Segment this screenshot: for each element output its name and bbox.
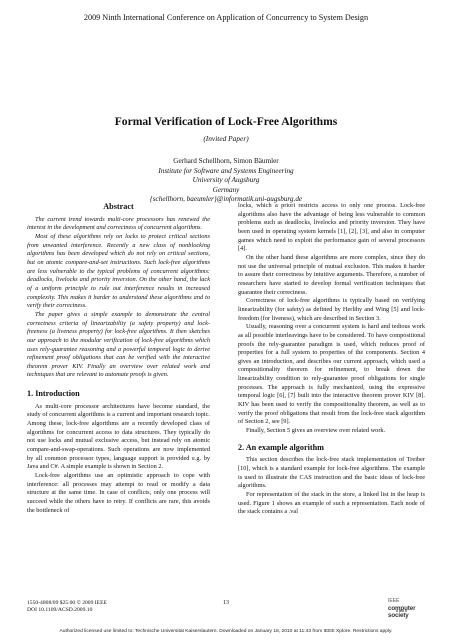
author-block bbox=[0, 157, 452, 205]
abstract-section bbox=[27, 203, 210, 380]
introduction-paragraph: Lock-free algorithms use an optimistic approach to cope with interference: all processes may attempt to read or modify a data structure at the same time. In case of conflicts, only one process will succeed while the others have to retry. If conflicts are rare, this avoids the bottleneck of bbox=[27, 472, 210, 514]
body-paragraph: locks, which a priori restricts access to only one process. Lock-free algorithms also have the advantage of being less vulnerable to common problems such as deadlocks, livelocks and priority inversion. They have been used in operating system kernels [1], [2], [3], and also in computer games which need to exploit the performance gain of several processors [4]. bbox=[238, 202, 425, 253]
abstract-paragraph: Most of these algorithms rely on locks to protect critical sections from unwanted interference. Recently a new class of nonblocking algorithms has been developed which do not rely on critical sections, but on atomic compare-and-set instructions. Such lock-free algorithms are less vulnerable to the typical problems of concurrent algorithms: deadlocks, livelocks and priority inversion. On the other hand, the lack of a uniform principle to rule out interference results in increased complexity. This makes it harder to understand these algorithms and to verify their correctness. bbox=[27, 232, 210, 310]
paper-subtitle: (Invited Paper) bbox=[203, 134, 249, 143]
example-paragraph: For representation of the stack in the store, a linked list in the heap is used. Figure 1 shows an example of such a representation. Each node of the stack contains a .val bbox=[238, 491, 425, 516]
paper-title: Formal Verification of Lock-Free Algorithms bbox=[114, 115, 338, 128]
footer-doi: DOI 10.1109/ACSD.2009.10 bbox=[27, 607, 93, 614]
footer-isbn: 1550-4808/09 $25.00 © 2009 IEEE bbox=[27, 600, 107, 606]
ieee-logo-mark: IEEE bbox=[388, 598, 400, 604]
abstract-paragraph: The paper gives a simple example to demonstrate the central correctness criteria of linearizability (a safety property) and lock-freeness (a liveness property) for lock-free algorithms. It then sketches our approach to the modular verification of lock-free algorithms which uses rely-guarantee reasoning and a powerful temporal logic to derive refinement proof obligations that can be verified with the interactive theorem prover KIV. Finally an overview over related work and techniques that are relevant to automate proofs is given. bbox=[27, 310, 210, 379]
left-column bbox=[27, 203, 210, 515]
authorized-use-notice: Authorized licensed use limited to: Technische Universitat Kaiserslautern. Downloaded on January 18, 2010 at 11:43 from IEEE Xplore. Restrictions apply. bbox=[59, 629, 393, 634]
abstract-paragraph: The current trend towards multi-core processors has renewed the interest in the development and correctness of concurrent algorithms. bbox=[27, 215, 210, 232]
conference-header: 2009 Ninth International Conference on Application of Concurrency to System Design bbox=[83, 13, 369, 22]
author-institute: Institute for Software and Systems Engineering bbox=[158, 166, 294, 175]
right-column bbox=[238, 202, 425, 517]
example-paragraph: This section describes the lock-free stack implementation of Treiber [10], which is a standard example for lock-free algorithms. The example is used to illustrate the CAS instruction and the basic ideas of lock-free algorithms. bbox=[238, 456, 425, 490]
body-paragraph: On the other hand these algorithms are more complex, since they do not use the universal principle of mutual exclusion. This makes it harder to assure their correctness by intuitive arguments. Therefore, a number of researchers have started to develop formal verification techniques that guarantee their correctness. bbox=[238, 253, 425, 296]
author-country: Germany bbox=[212, 185, 240, 194]
author-names: Gerhard Schellhorn, Simon Bäumler bbox=[173, 157, 279, 165]
body-paragraph: Correctness of lock-free algorithms is typically based on verifying linearizability (for safety) as defined by Herlihy and Wing [5] and lock-freedom (for liveness), which are described in Section 3. bbox=[238, 297, 425, 322]
computer-society-logo bbox=[388, 598, 430, 619]
author-email: {schellhorn, baeumler}@informatik.uni-augsburg.de bbox=[149, 195, 303, 204]
author-university: University of Augsburg bbox=[192, 176, 260, 185]
example-heading: 2. An example algorithm bbox=[238, 442, 324, 452]
abstract-heading: Abstract bbox=[103, 202, 134, 211]
logo-wordmark: computer society bbox=[388, 605, 416, 619]
page-number: 13 bbox=[223, 600, 229, 606]
body-paragraph: Usually, reasoning over a concurrent system is hard and tedious work as all possible interleavings have to be considered. To have compositional proofs the rely-guarantee paradigm is used, which reduces proof of properties for a full system to properties of the components. Section 4 gives an introduction, and describes our current approach, which used a compositionality theorem for refinement, to break down the linearizability condition to rely-guarantee proof obligations for single processes. The approach is fully mechanized, using the expressive temporal logic [6], [7] built into the interactive theorem prover KIV [8]. KIV has been used to verify the compositionality theorem, as well as to verify the proof obligations that result from the lock-free stack algorithm of Section 2, see [9]. bbox=[238, 323, 425, 426]
introduction-heading: 1. Introduction bbox=[27, 389, 80, 399]
body-paragraph: Finally, Section 5 gives an overview over related work. bbox=[246, 427, 386, 435]
introduction-paragraph: As multi-core processor architectures have become standard, the study of concurrent algorithms is a current and important research topic. Among these, lock-free algorithms are a recently developed class of algorithms for concurrent access to data structures. They typically do not use locks and mutual exclusive access, but instead rely on atomic compare-and-swap-operations. Such operations are now implemented by all common processor types, language support is provided e.g. by Java and C#. A simple example is shown in Section 2. bbox=[27, 402, 210, 471]
